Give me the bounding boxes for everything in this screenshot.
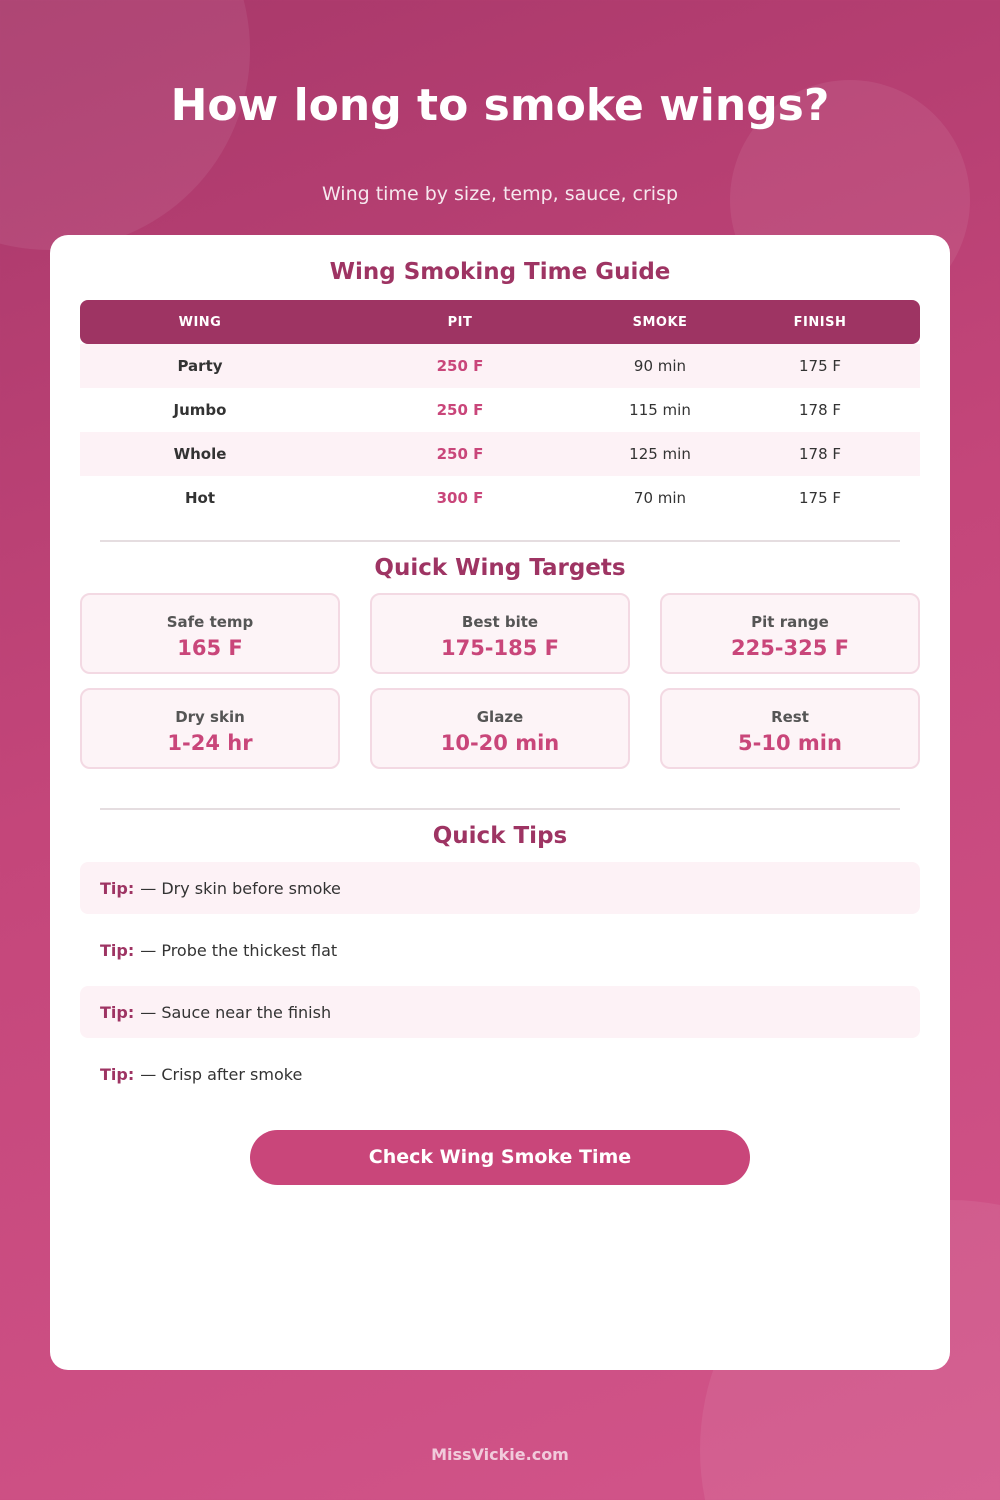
target-label: Rest bbox=[771, 708, 809, 726]
target-card bbox=[660, 593, 920, 674]
table-row bbox=[80, 476, 920, 520]
tip-text: — Sauce near the finish bbox=[140, 1002, 332, 1022]
target-card bbox=[660, 688, 920, 769]
footer-site-name: MissVickie.com bbox=[431, 1445, 569, 1464]
tip-tag: Tip: bbox=[100, 1002, 135, 1022]
cell-finish: 175 F bbox=[798, 357, 842, 375]
column-header-pit: PIT bbox=[447, 314, 473, 330]
target-card bbox=[80, 688, 340, 769]
page-subtitle: Wing time by size, temp, sauce, crisp bbox=[321, 183, 679, 205]
target-value: 225-325 F bbox=[730, 636, 850, 660]
column-header-finish: FINISH bbox=[793, 314, 847, 330]
target-label: Dry skin bbox=[175, 708, 245, 726]
target-label: Safe temp bbox=[166, 613, 254, 631]
check-smoke-time-button[interactable]: Check Wing Smoke Time bbox=[250, 1130, 750, 1185]
content-card bbox=[50, 235, 950, 1370]
cell-pit: 300 F bbox=[436, 489, 484, 507]
cell-finish: 175 F bbox=[798, 489, 842, 507]
section-divider bbox=[100, 808, 900, 810]
column-header-wing: WING bbox=[178, 314, 222, 330]
list-item bbox=[80, 862, 920, 914]
target-label: Pit range bbox=[751, 613, 829, 631]
cell-smoke: 125 min bbox=[629, 445, 691, 463]
table-header bbox=[80, 300, 920, 344]
target-value: 1-24 hr bbox=[167, 731, 253, 755]
cell-pit: 250 F bbox=[436, 445, 484, 463]
table-row bbox=[80, 432, 920, 476]
cell-finish: 178 F bbox=[798, 401, 842, 419]
tip-text: — Dry skin before smoke bbox=[140, 878, 341, 898]
tip-text: — Crisp after smoke bbox=[140, 1064, 303, 1084]
target-value: 10-20 min bbox=[440, 731, 560, 755]
target-card bbox=[370, 593, 630, 674]
tip-tag: Tip: bbox=[100, 878, 135, 898]
cell-wing: Whole bbox=[173, 445, 227, 463]
list-item bbox=[80, 1048, 920, 1100]
column-header-smoke: SMOKE bbox=[632, 314, 688, 330]
tip-text: — Probe the thickest flat bbox=[140, 940, 338, 960]
cell-wing: Party bbox=[177, 357, 223, 375]
targets-title: Quick Wing Targets bbox=[374, 555, 626, 581]
target-label: Best bite bbox=[461, 613, 539, 631]
section-divider bbox=[100, 540, 900, 542]
smoking-time-table bbox=[80, 300, 920, 520]
table-row bbox=[80, 344, 920, 388]
cell-finish: 178 F bbox=[798, 445, 842, 463]
target-card bbox=[80, 593, 340, 674]
guide-title: Wing Smoking Time Guide bbox=[329, 259, 671, 285]
cell-smoke: 70 min bbox=[633, 489, 687, 507]
cell-smoke: 115 min bbox=[629, 401, 691, 419]
list-item bbox=[80, 986, 920, 1038]
target-card bbox=[370, 688, 630, 769]
table-row bbox=[80, 388, 920, 432]
tip-tag: Tip: bbox=[100, 1064, 135, 1084]
cell-pit: 250 F bbox=[436, 401, 484, 419]
cell-wing: Jumbo bbox=[173, 401, 227, 419]
tip-tag: Tip: bbox=[100, 940, 135, 960]
target-value: 165 F bbox=[177, 636, 243, 660]
cell-pit: 250 F bbox=[436, 357, 484, 375]
cell-wing: Hot bbox=[184, 489, 216, 507]
list-item bbox=[80, 924, 920, 976]
target-value: 175-185 F bbox=[440, 636, 560, 660]
target-value: 5-10 min bbox=[738, 731, 842, 755]
page-title: How long to smoke wings? bbox=[170, 80, 830, 131]
target-label: Glaze bbox=[476, 708, 524, 726]
cell-smoke: 90 min bbox=[633, 357, 687, 375]
tips-title: Quick Tips bbox=[432, 823, 568, 849]
